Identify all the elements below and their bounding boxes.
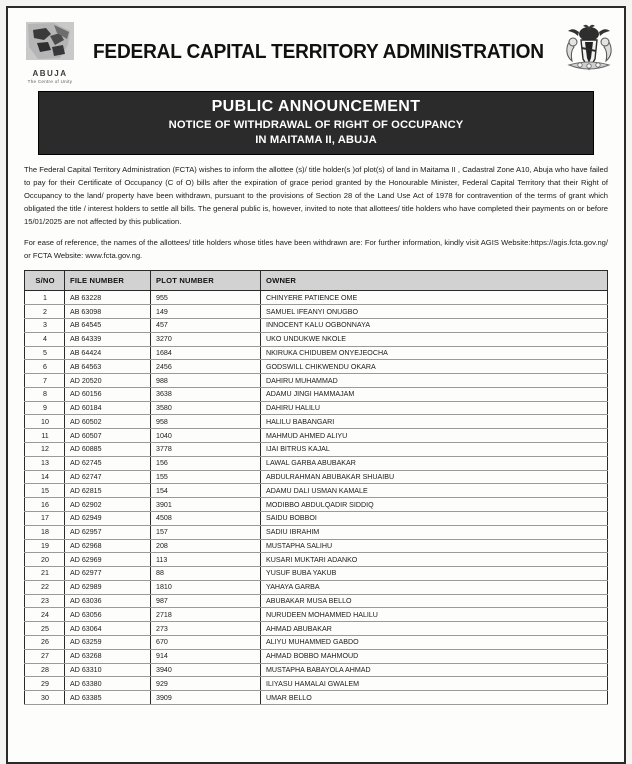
cell-owner: UKO UNDUKWE NKOLE <box>261 332 608 346</box>
cell-owner: ADAMU DALI USMAN KAMALE <box>261 484 608 498</box>
table-row <box>25 470 608 484</box>
cell-file-number: AB 63228 <box>65 291 151 305</box>
cell-plot-number: 955 <box>151 291 261 305</box>
cell-sno: 17 <box>25 511 65 525</box>
page-title: FEDERAL CAPITAL TERRITORY ADMINISTRATION <box>92 40 544 63</box>
cell-owner: ALIYU MUHAMMED GABDO <box>261 635 608 649</box>
table-row <box>25 332 608 346</box>
cell-sno: 22 <box>25 580 65 594</box>
cell-owner: ABDULRAHMAN ABUBAKAR SHUAIBU <box>261 470 608 484</box>
cell-plot-number: 914 <box>151 649 261 663</box>
notice-body <box>18 155 614 262</box>
notice-paragraph-1: The Federal Capital Territory Administration (FCTA) wishes to inform the allottee (s)/ title holder(s )of plot(s) of land in Maitama II , Cadastral Zone A10, Abuja who have failed to pay for their Certificate of Occupancy (C of O) bills after the expiration of grace period granted by the Honourable Minister, Federal Capital Territory that their Right of Occupancy to the land/ property have been withdrawn, pursuant to the provisions of Section 28 of the Land Use Act of 1978 for contravention of the terms of grant which obligated the title / interest holders to settle all bills. The general public is, however, invited to note that allottees/ title holders who have completed their payments on or before 15/01/2025 are not affected by this publication. <box>24 165 608 227</box>
cell-file-number: AD 62989 <box>65 580 151 594</box>
cell-owner: YUSUF BUBA YAKUB <box>261 567 608 581</box>
cell-plot-number: 113 <box>151 553 261 567</box>
cell-owner: LAWAL GARBA ABUBAKAR <box>261 456 608 470</box>
cell-owner: NURUDEEN MOHAMMED HALILU <box>261 608 608 622</box>
cell-sno: 25 <box>25 622 65 636</box>
cell-sno: 7 <box>25 374 65 388</box>
cell-owner: ABUBAKAR MUSA BELLO <box>261 594 608 608</box>
cell-file-number: AD 60507 <box>65 429 151 443</box>
cell-owner: MUSTAPHA SALIHU <box>261 539 608 553</box>
cell-file-number: AB 63098 <box>65 305 151 319</box>
cell-sno: 23 <box>25 594 65 608</box>
cell-owner: INNOCENT KALU OGBONNAYA <box>261 319 608 333</box>
cell-sno: 19 <box>25 539 65 553</box>
cell-owner: MAHMUD AHMED ALIYU <box>261 429 608 443</box>
cell-owner: KUSARI MUKTARI ADANKO <box>261 553 608 567</box>
cell-owner: CHINYERE PATIENCE OME <box>261 291 608 305</box>
cell-sno: 15 <box>25 484 65 498</box>
cell-sno: 13 <box>25 456 65 470</box>
cell-file-number: AD 60502 <box>65 415 151 429</box>
cell-file-number: AD 62949 <box>65 511 151 525</box>
banner-location: IN MAITAMA II, ABUJA <box>255 133 377 146</box>
cell-sno: 30 <box>25 691 65 705</box>
table-row <box>25 511 608 525</box>
table-row <box>25 346 608 360</box>
cell-sno: 6 <box>25 360 65 374</box>
cell-sno: 1 <box>25 291 65 305</box>
cell-owner: DAHIRU MUHAMMAD <box>261 374 608 388</box>
cell-file-number: AD 63036 <box>65 594 151 608</box>
cell-file-number: AB 64339 <box>65 332 151 346</box>
cell-plot-number: 670 <box>151 635 261 649</box>
cell-sno: 8 <box>25 387 65 401</box>
cell-file-number: AD 62968 <box>65 539 151 553</box>
column-header-sno: S/NO <box>25 271 65 291</box>
cell-owner: AHMAD ABUBAKAR <box>261 622 608 636</box>
abuja-logo-label: ABUJA <box>32 68 68 78</box>
table-row <box>25 443 608 457</box>
allottee-table-wrapper <box>18 270 614 704</box>
announcement-banner <box>38 91 594 155</box>
cell-plot-number: 208 <box>151 539 261 553</box>
cell-owner: SAMUEL IFEANYI ONUGBO <box>261 305 608 319</box>
document-sheet <box>6 6 626 764</box>
abuja-logo-subtitle: The Centre of Unity <box>27 78 73 84</box>
cell-plot-number: 3270 <box>151 332 261 346</box>
cell-file-number: AD 62745 <box>65 456 151 470</box>
cell-sno: 21 <box>25 567 65 581</box>
cell-plot-number: 4508 <box>151 511 261 525</box>
banner-heading: PUBLIC ANNOUNCEMENT <box>211 98 421 115</box>
cell-plot-number: 273 <box>151 622 261 636</box>
table-row <box>25 305 608 319</box>
cell-plot-number: 149 <box>151 305 261 319</box>
cell-plot-number: 958 <box>151 415 261 429</box>
cell-sno: 14 <box>25 470 65 484</box>
cell-plot-number: 3909 <box>151 691 261 705</box>
table-row <box>25 401 608 415</box>
cell-owner: ADAMU JINGI HAMMAJAM <box>261 387 608 401</box>
cell-owner: AHMAD BOBBO MAHMOUD <box>261 649 608 663</box>
cell-plot-number: 1040 <box>151 429 261 443</box>
cell-plot-number: 1684 <box>151 346 261 360</box>
cell-file-number: AD 63268 <box>65 649 151 663</box>
cell-plot-number: 3638 <box>151 387 261 401</box>
cell-plot-number: 3901 <box>151 498 261 512</box>
cell-file-number: AD 63385 <box>65 691 151 705</box>
cell-file-number: AB 64563 <box>65 360 151 374</box>
cell-file-number: AD 63310 <box>65 663 151 677</box>
cell-sno: 29 <box>25 677 65 691</box>
cell-file-number: AB 64424 <box>65 346 151 360</box>
banner-subheading: NOTICE OF WITHDRAWAL OF RIGHT OF OCCUPANCY <box>168 119 464 131</box>
cell-sno: 18 <box>25 525 65 539</box>
column-header-owner: OWNER <box>261 271 608 291</box>
allottee-table <box>24 270 608 704</box>
cell-plot-number: 2718 <box>151 608 261 622</box>
cell-file-number: AD 20520 <box>65 374 151 388</box>
nigeria-coat-of-arms-icon <box>561 23 617 82</box>
cell-owner: NKIRUKA CHIDUBEM ONYEJEOCHA <box>261 346 608 360</box>
cell-file-number: AD 62957 <box>65 525 151 539</box>
cell-owner: SAIDU BOBBOI <box>261 511 608 525</box>
notice-paragraph-2: For ease of reference, the names of the allottees/ title holders whose titles have been withdrawn are: For further information, kindly visit AGIS Website:https://agis.fcta.gov.ng/ or FCTA Website: www.fcta.gov.ng. <box>24 238 608 261</box>
cell-file-number: AD 62902 <box>65 498 151 512</box>
cell-plot-number: 156 <box>151 456 261 470</box>
table-row <box>25 594 608 608</box>
cell-file-number: AD 60184 <box>65 401 151 415</box>
cell-plot-number: 988 <box>151 374 261 388</box>
cell-plot-number: 987 <box>151 594 261 608</box>
cell-sno: 11 <box>25 429 65 443</box>
table-row <box>25 691 608 705</box>
cell-plot-number: 3940 <box>151 663 261 677</box>
cell-owner: ILIYASU HAMALAI GWALEM <box>261 677 608 691</box>
table-row <box>25 663 608 677</box>
table-row <box>25 319 608 333</box>
cell-file-number: AD 62977 <box>65 567 151 581</box>
cell-sno: 2 <box>25 305 65 319</box>
table-row <box>25 291 608 305</box>
cell-file-number: AD 60156 <box>65 387 151 401</box>
cell-owner: GODSWILL CHIKWENDU OKARA <box>261 360 608 374</box>
cell-owner: YAHAYA GARBA <box>261 580 608 594</box>
cell-owner: SADIU IBRAHIM <box>261 525 608 539</box>
cell-sno: 5 <box>25 346 65 360</box>
table-row <box>25 580 608 594</box>
table-row <box>25 525 608 539</box>
cell-file-number: AD 62969 <box>65 553 151 567</box>
cell-file-number: AD 60885 <box>65 443 151 457</box>
cell-sno: 10 <box>25 415 65 429</box>
table-row <box>25 539 608 553</box>
table-row <box>25 374 608 388</box>
cell-plot-number: 929 <box>151 677 261 691</box>
cell-plot-number: 2456 <box>151 360 261 374</box>
cell-plot-number: 3778 <box>151 443 261 457</box>
cell-sno: 27 <box>25 649 65 663</box>
cell-owner: UMAR BELLO <box>261 691 608 705</box>
cell-file-number: AD 63064 <box>65 622 151 636</box>
cell-owner: IJAI BITRUS KAJAL <box>261 443 608 457</box>
table-row <box>25 456 608 470</box>
cell-plot-number: 88 <box>151 567 261 581</box>
cell-plot-number: 1810 <box>151 580 261 594</box>
table-row <box>25 553 608 567</box>
table-row <box>25 484 608 498</box>
table-row <box>25 498 608 512</box>
table-row <box>25 429 608 443</box>
cell-sno: 9 <box>25 401 65 415</box>
cell-plot-number: 154 <box>151 484 261 498</box>
table-row <box>25 608 608 622</box>
cell-sno: 26 <box>25 635 65 649</box>
cell-sno: 4 <box>25 332 65 346</box>
cell-sno: 20 <box>25 553 65 567</box>
table-row <box>25 649 608 663</box>
cell-file-number: AD 63056 <box>65 608 151 622</box>
table-row <box>25 567 608 581</box>
cell-sno: 24 <box>25 608 65 622</box>
cell-plot-number: 155 <box>151 470 261 484</box>
abuja-logo-block <box>24 21 76 84</box>
table-row <box>25 635 608 649</box>
table-row <box>25 415 608 429</box>
cell-owner: DAHIRU HALILU <box>261 401 608 415</box>
column-header-file-number: FILE NUMBER <box>65 271 151 291</box>
cell-file-number: AD 62815 <box>65 484 151 498</box>
cell-sno: 3 <box>25 319 65 333</box>
cell-plot-number: 3580 <box>151 401 261 415</box>
masthead <box>18 14 614 90</box>
table-row <box>25 360 608 374</box>
table-row <box>25 387 608 401</box>
abuja-map-icon <box>24 21 76 68</box>
cell-file-number: AB 64545 <box>65 319 151 333</box>
cell-plot-number: 457 <box>151 319 261 333</box>
cell-file-number: AD 62747 <box>65 470 151 484</box>
table-header-row <box>25 271 608 291</box>
coat-of-arms-block <box>561 23 617 82</box>
cell-file-number: AD 63259 <box>65 635 151 649</box>
column-header-plot-number: PLOT NUMBER <box>151 271 261 291</box>
cell-sno: 16 <box>25 498 65 512</box>
allottee-table-body <box>25 291 608 704</box>
table-row <box>25 622 608 636</box>
cell-plot-number: 157 <box>151 525 261 539</box>
cell-file-number: AD 63380 <box>65 677 151 691</box>
cell-sno: 12 <box>25 443 65 457</box>
table-row <box>25 677 608 691</box>
cell-owner: HALILU BABANGARI <box>261 415 608 429</box>
cell-sno: 28 <box>25 663 65 677</box>
cell-owner: MODIBBO ABDULQADIR SIDDIQ <box>261 498 608 512</box>
cell-owner: MUSTAPHA BABAYOLA AHMAD <box>261 663 608 677</box>
